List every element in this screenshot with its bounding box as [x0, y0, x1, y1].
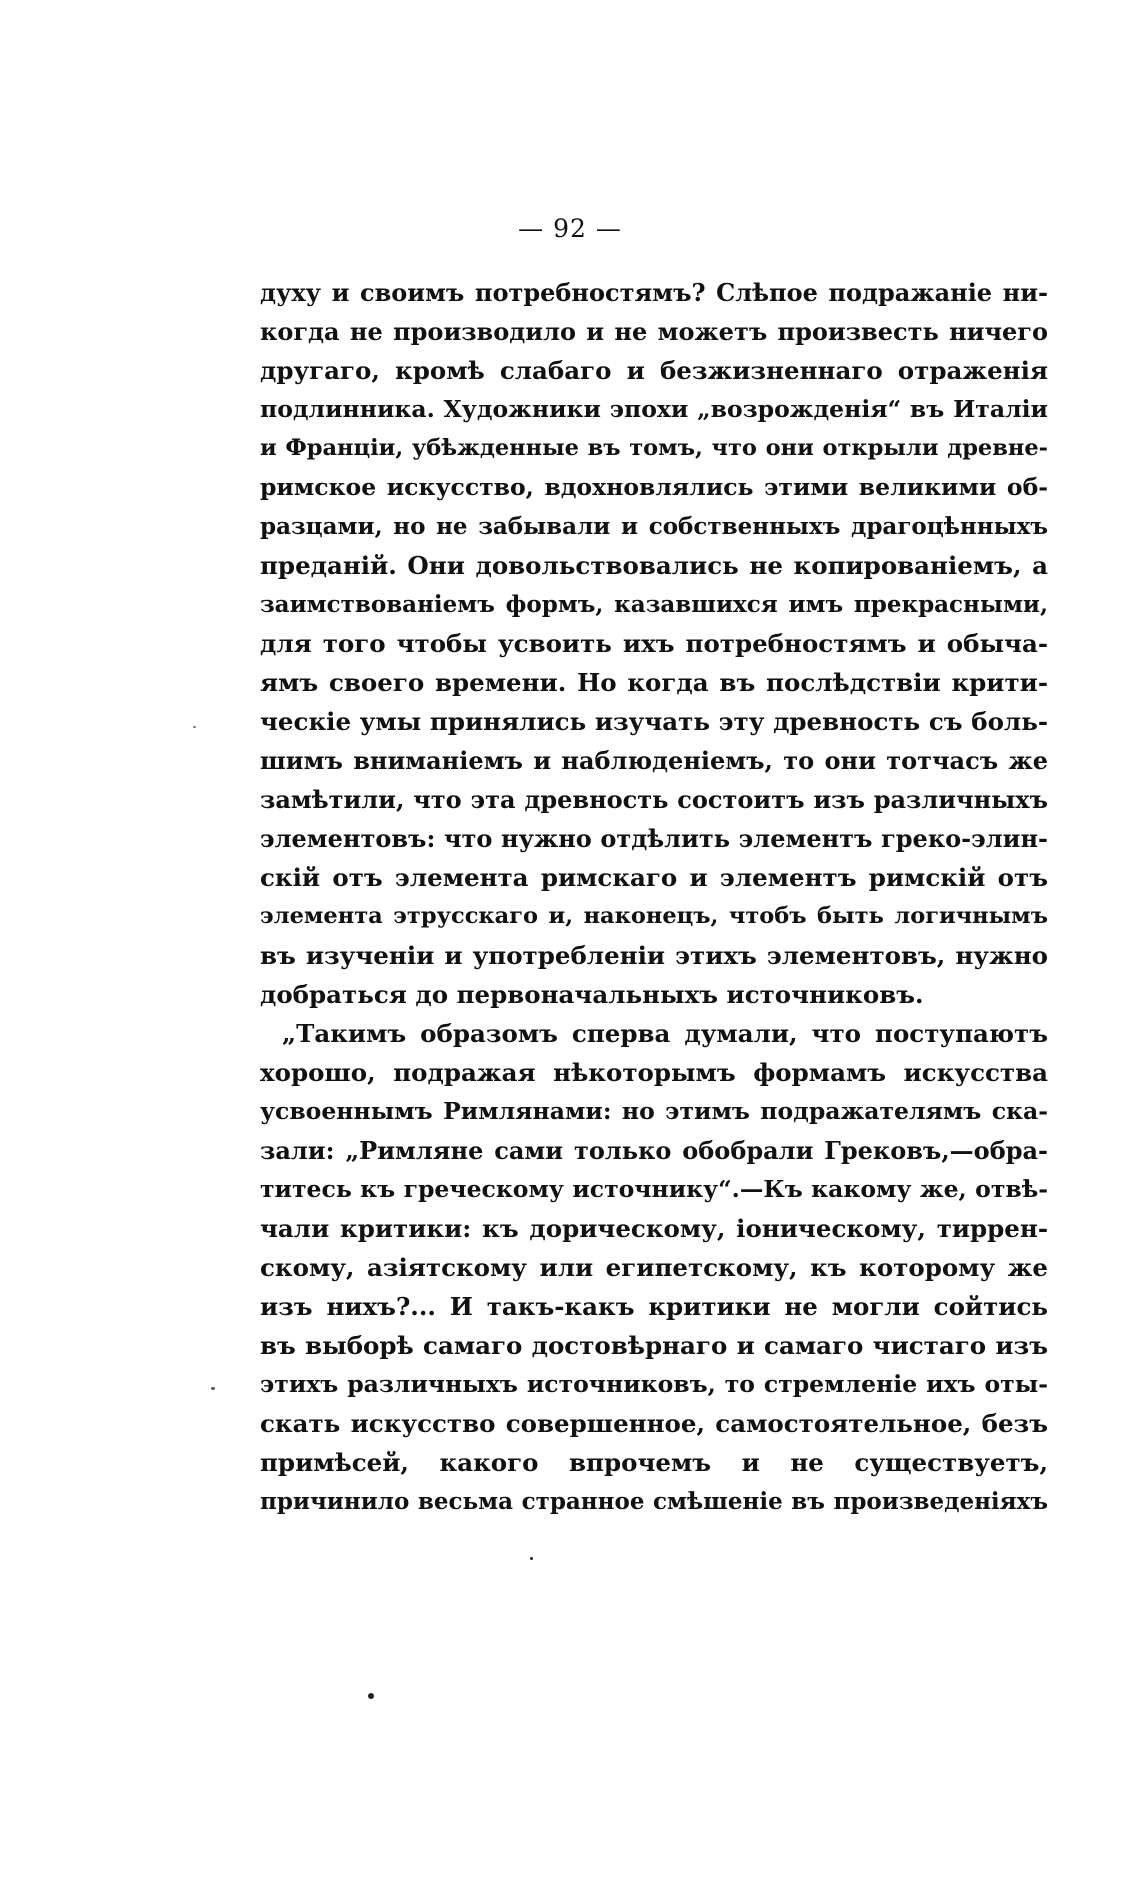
ink-speck: [368, 1693, 374, 1699]
ink-speck: [193, 726, 196, 728]
text-line: хорошо, подражая нѣкоторымъ формамъ искусства: [260, 1058, 1048, 1087]
text-line: для того чтобы усвоить ихъ потребностямъ и обыча-: [260, 629, 1048, 658]
text-line: изъ нихъ?... И такъ-какъ критики не могли сойтись: [260, 1292, 1048, 1321]
text-line: причинило весьма странное смѣшеніе въ произведеніяхъ: [260, 1488, 1048, 1515]
text-line: зали: „Римляне сами только обобрали Грековъ,—обра-: [260, 1136, 1048, 1165]
text-line: когда не производило и не можетъ произвесть ничего: [260, 317, 1048, 346]
text-line: ямъ своего времени. Но когда въ послѣдствіи крити-: [260, 668, 1048, 697]
text-line: духу и своимъ потребностямъ? Слѣпое подражаніе ни-: [260, 278, 1048, 307]
page-number: — 92 —: [518, 214, 622, 243]
text-line: ческіе умы принялись изучать эту древность съ боль-: [260, 707, 1048, 736]
text-line: и Франціи, убѣжденные въ томъ, что они открыли древне-: [260, 435, 1048, 461]
text-line: преданій. Они довольствовались не копированіемъ, а: [260, 551, 1048, 580]
text-line: скать искусство совершенное, самостоятельное, безъ: [260, 1409, 1048, 1438]
text-line: этихъ различныхъ источниковъ, то стремленіе ихъ оты-: [260, 1370, 1048, 1398]
text-line: замѣтили, что эта древность состоитъ изъ различныхъ: [260, 785, 1048, 814]
paragraph-end-line: добраться до первоначальныхъ источниковъ.: [260, 980, 924, 1009]
paragraph-start-line: „Такимъ образомъ сперва думали, что поступаютъ: [282, 1019, 1048, 1048]
body-text: [260, 273, 1048, 1521]
text-line: титесь къ греческому источнику“.—Къ какому же, отвѣ-: [260, 1175, 1048, 1203]
text-line: въ изученіи и употребленіи этихъ элементовъ, нужно: [260, 941, 1048, 970]
text-line: заимствованіемъ формъ, казавшихся имъ прекрасными,: [260, 591, 1048, 618]
text-line: скій отъ элемента римскаго и элементъ римскій отъ: [260, 863, 1048, 892]
text-line: подлинника. Художники эпохи „возрожденія“ въ Италіи: [260, 395, 1048, 423]
text-line: элементовъ: что нужно отдѣлить элементъ греко-элин-: [260, 824, 1048, 853]
text-line: въ выборѣ самаго достовѣрнаго и самаго чистаго изъ: [260, 1331, 1048, 1360]
text-line: другаго, кромѣ слабаго и безжизненнаго отраженія: [260, 356, 1048, 385]
text-line: разцами, но не забывали и собственныхъ драгоцѣнныхъ: [260, 513, 1048, 540]
text-line: римское искусство, вдохновлялись этими великими об-: [260, 473, 1048, 501]
text-line: усвоеннымъ Римлянами: но этимъ подражателямъ ска-: [260, 1097, 1048, 1125]
text-line: скому, азіятскому или египетскому, къ которому же: [260, 1253, 1048, 1282]
text-line: элемента этрусскаго и, наконецъ, чтобъ быть логичнымъ: [260, 903, 1048, 929]
ink-speck: [211, 1387, 215, 1390]
text-line: примѣсей, какого впрочемъ и не существуетъ,: [260, 1448, 1048, 1477]
ink-speck: [530, 1557, 533, 1560]
text-line: шимъ вниманіемъ и наблюденіемъ, то они тотчасъ же: [260, 746, 1048, 775]
text-line: чали критики: къ дорическому, іоническому, тиррен-: [260, 1214, 1048, 1243]
